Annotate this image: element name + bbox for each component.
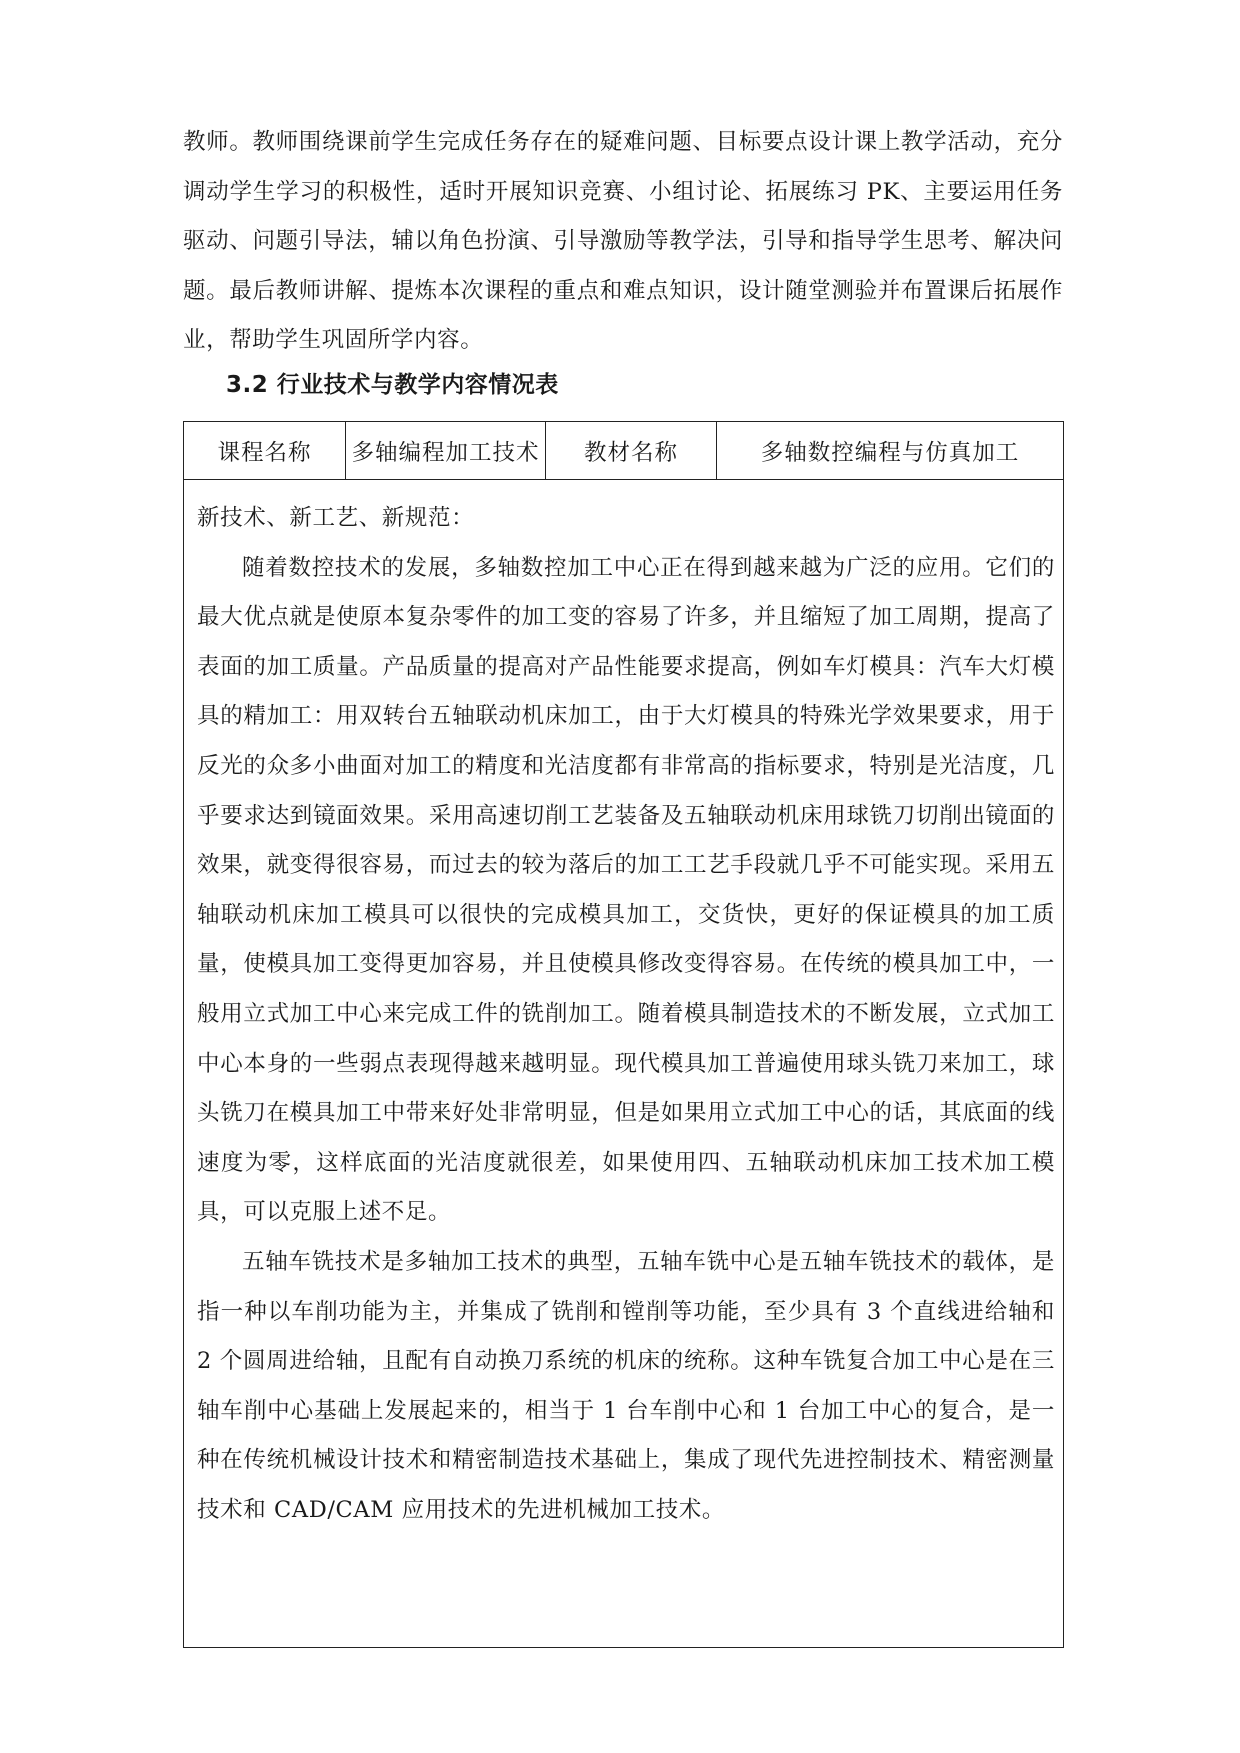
- content-paragraph-1: 随着数控技术的发展，多轴数控加工中心正在得到越来越为广泛的应用。它们的最大优点就是使原本复杂零件的加工变的容易了许多，并且缩短了加工周期，提高了表面的加工质量。产品质量的提高对产品性能要求提高，例如车灯模具：汽车大灯模具的精加工：用双转台五轴联动机床加工，由于大灯模具的特殊光学效果要求，用于反光的众多小曲面对加工的精度和光洁度都有非常高的指标要求，特别是光洁度，几乎要求达到镜面效果。采用高速切削工艺装备及五轴联动机床用球铣刀切削出镜面的效果，就变得很容易，而过去的较为落后的加工工艺手段就几乎不可能实现。采用五轴联动机床加工模具可以很快的完成模具加工，交货快，更好的保证模具的加工质量，使模具加工变得更加容易，并且使模具修改变得容易。在传统的模具加工中，一般用立式加工中心来完成工件的铣削加工。随着模具制造技术的不断发展，立式加工中心本身的一些弱点表现得越来越明显。现代模具加工普遍使用球头铣刀来加工，球头铣刀在模具加工中带来好处非常明显，但是如果用立式加工中心的话，其底面的线速度为零，这样底面的光洁度就很差，如果使用四、五轴联动机床加工技术加工模具，可以克服上述不足。: [197, 554, 1055, 1226]
- section-heading: 3.2 行业技术与教学内容情况表: [226, 372, 559, 398]
- table-header-row: [184, 422, 1064, 480]
- content-paragraph-2: 五轴车铣技术是多轴加工技术的典型，五轴车铣中心是五轴车铣技术的载体，是指一种以车削功能为主，并集成了铣削和镗削等功能，至少具有 3 个直线进给轴和 2 个圆周进给轴，且配有自动换刀系统的机床的统称。这种车铣复合加工中心是在三轴车削中心基础上发展起来的，相当于 1 台车削中心和 1 台加工中心的复合，是一种在传统机械设计技术和精密制造技术基础上，集成了现代先进控制技术、精密测量技术和 CAD/CAM 应用技术的先进机械加工技术。: [197, 1248, 1055, 1523]
- content-cell: [184, 480, 1064, 1648]
- textbook-label: 教材名称: [546, 422, 717, 480]
- content-body: [184, 480, 1063, 1535]
- course-name-value: 多轴编程加工技术: [346, 422, 546, 480]
- tech-content-table: [183, 421, 1064, 1648]
- intro-text-block: [183, 118, 1063, 366]
- content-heading: 新技术、新工艺、新规范：: [197, 505, 475, 531]
- table-content-row: [184, 480, 1064, 1648]
- intro-paragraph: 教师。教师围绕课前学生完成任务存在的疑难问题、目标要点设计课上教学活动，充分调动学生学习的积极性，适时开展知识竞赛、小组讨论、拓展练习 PK、主要运用任务驱动、问题引导法，辅以角色扮演、引导激励等教学法，引导和指导学生思考、解决问题。最后教师讲解、提炼本次课程的重点和难点知识，设计随堂测验并布置课后拓展作业，帮助学生巩固所学内容。: [183, 129, 1063, 354]
- course-name-label: 课程名称: [184, 422, 346, 480]
- textbook-value: 多轴数控编程与仿真加工: [717, 422, 1064, 480]
